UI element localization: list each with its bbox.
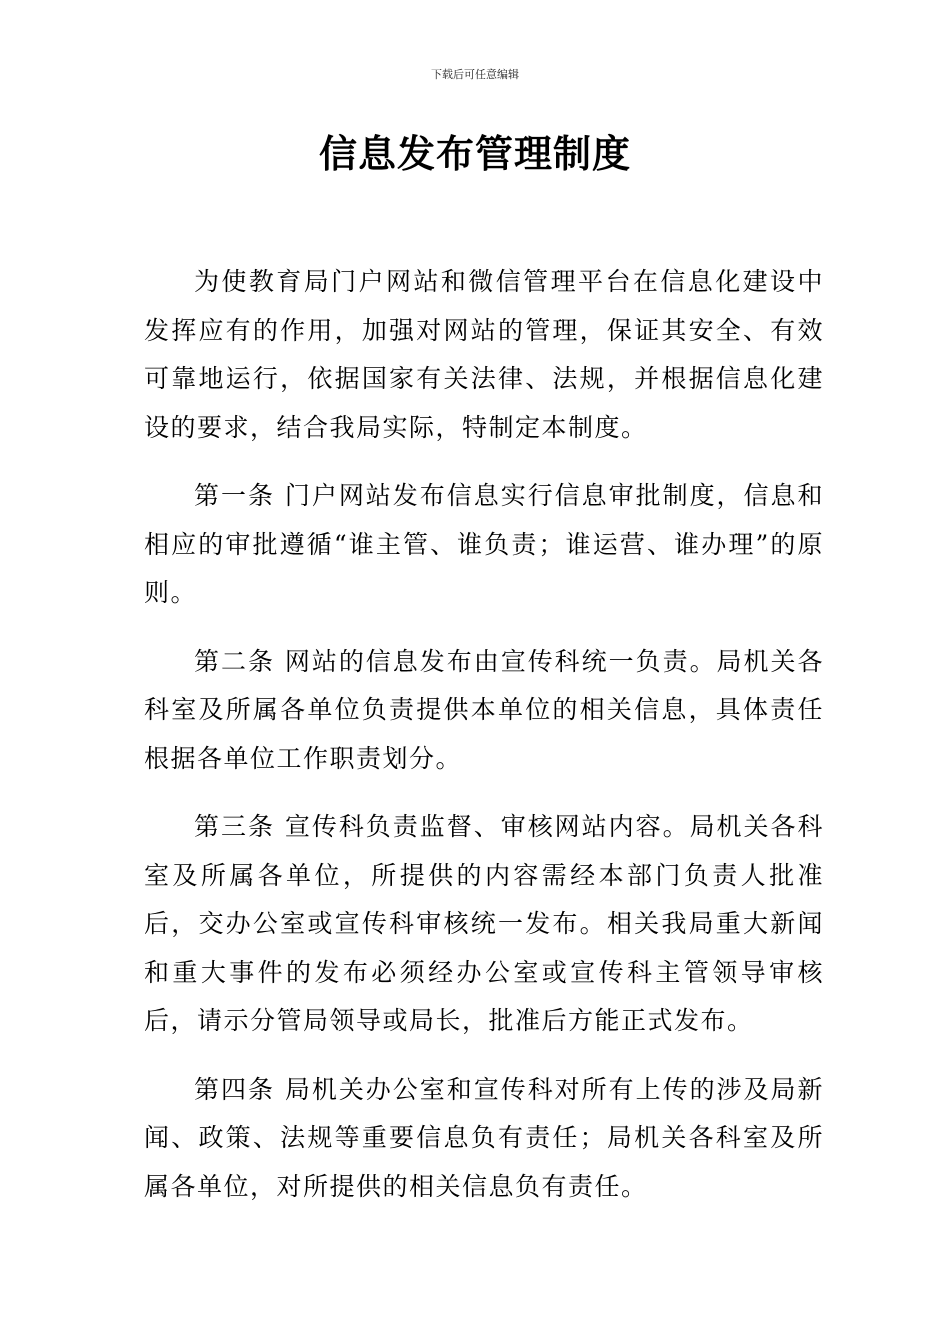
paragraph-article-1: 第一条 门户网站发布信息实行信息审批制度，信息和相应的审批遵循“谁主管、谁负责；谁运营、谁办理”的原则。 [144,481,824,607]
document-title: 信息发布管理制度 [318,131,631,176]
document-body [144,258,824,1231]
paragraph-article-2: 第二条 网站的信息发布由宣传科统一负责。局机关各科室及所属各单位负责提供本单位的相关信息，具体责任根据各单位工作职责划分。 [144,646,824,773]
paragraph-article-4: 第四条 局机关办公室和宣传科对所有上传的涉及局新闻、政策、法规等重要信息负有责任；局机关各科室及所属各单位，对所提供的相关信息负有责任。 [144,1074,824,1201]
header-note: 下载后可任意编辑 [431,68,519,81]
paragraph-article-3: 第三条 宣传科负责监督、审核网站内容。局机关各科室及所属各单位，所提供的内容需经本部门负责人批准后，交办公室或宣传科审核统一发布。相关我局重大新闻和重大事件的发布必须经办公室或宣传科主管领导审核后，请示分管局领导或局长，批准后方能正式发布。 [144,812,824,1035]
paragraph-preamble: 为使教育局门户网站和微信管理平台在信息化建设中发挥应有的作用，加强对网站的管理，保证其安全、有效可靠地运行，依据国家有关法律、法规，并根据信息化建设的要求，结合我局实际，特制定本制度。 [144,267,824,442]
